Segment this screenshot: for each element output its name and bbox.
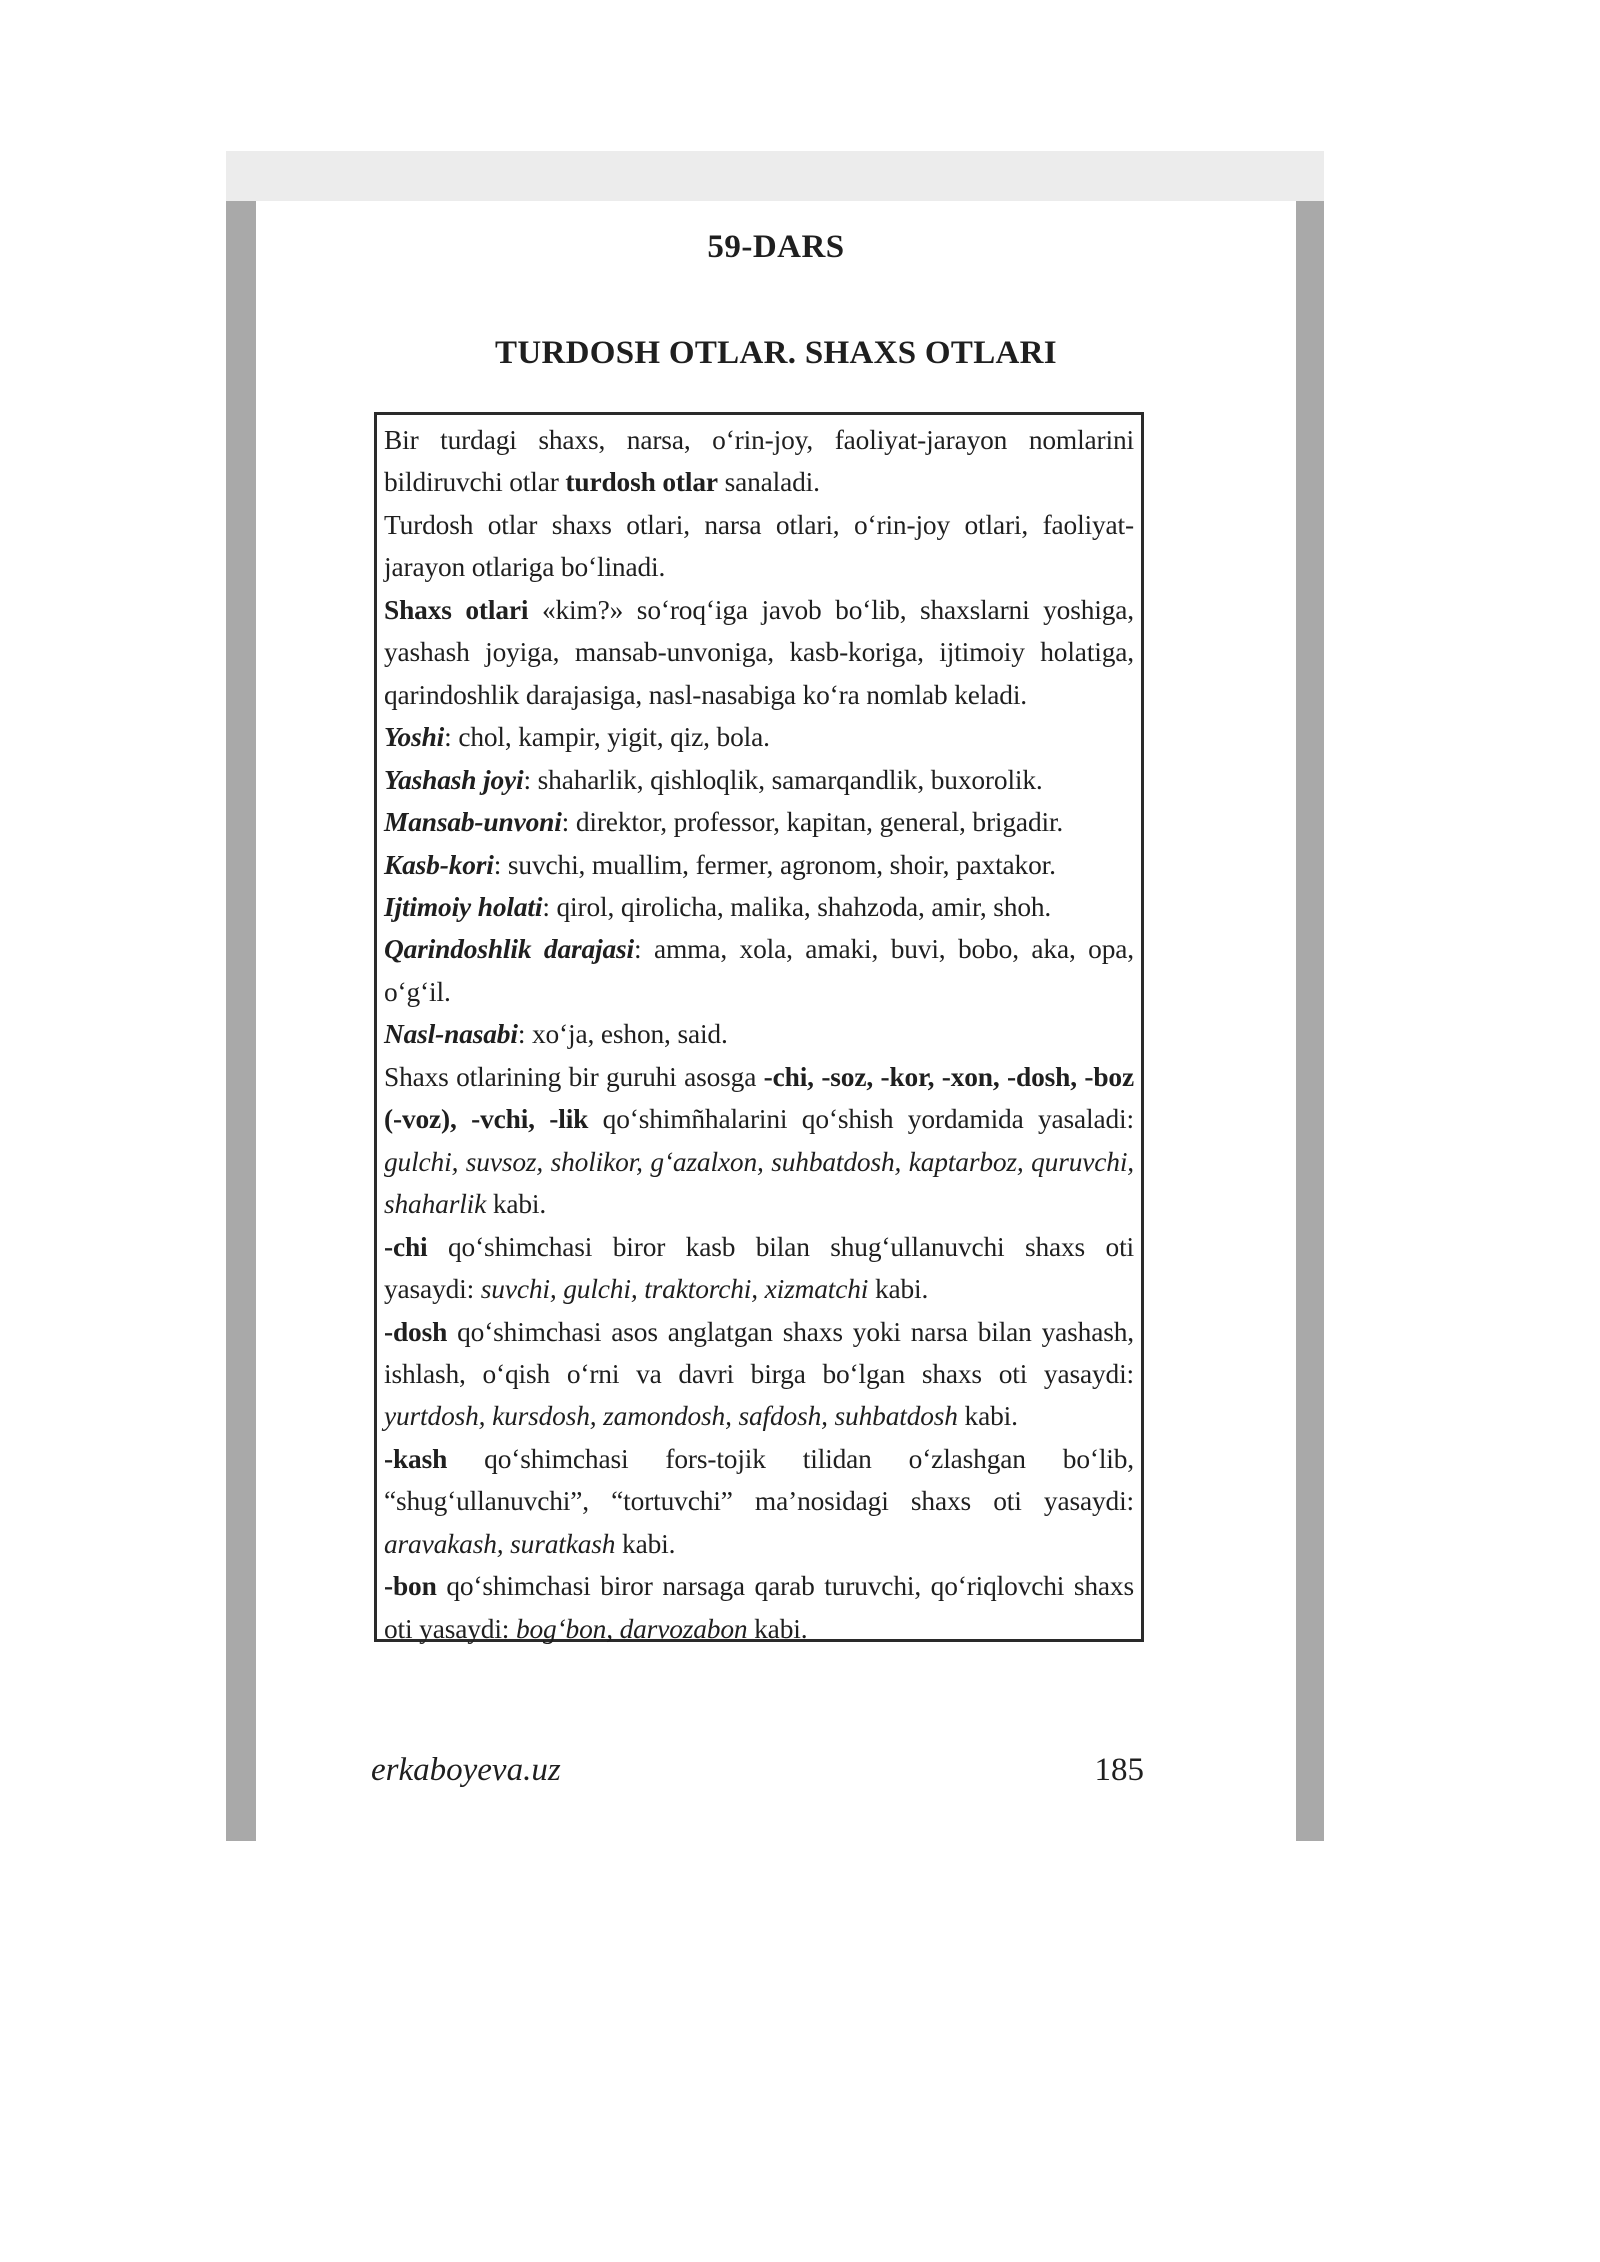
lesson-number: 59-DARS bbox=[707, 229, 845, 265]
text-span: qo‘shimchasi asos anglatgan shaxs yoki narsa bilan yashash, ishlash, o‘qish o‘rni va davri birga bo‘lgan shaxs oti yasaydi: bbox=[384, 1316, 1134, 1389]
text-span: qo‘shimchasi biror kasb bilan shug‘ullanuvchi shaxs oti yasaydi: bbox=[384, 1231, 1134, 1305]
category-line bbox=[384, 1013, 1134, 1055]
text-span: «kim?» so‘roq‘iga javob bo‘lib, shaxslarni yoshiga, yashash joyiga, mansab-unvoniga, kasb-koriga, ijtimoiy holatiga, qarindoshlik darajasiga, nasl-nasabiga ko‘ra nomlab keladi. bbox=[384, 594, 1134, 710]
category-line bbox=[384, 886, 1134, 928]
category-examples: : xo‘ja, eshon, said. bbox=[517, 1019, 728, 1050]
examples-italic: suvchi, gulchi, traktorchi, xizmatchi bbox=[480, 1274, 869, 1305]
rule-paragraph-dosh bbox=[384, 1311, 1134, 1438]
text-span: qo‘shimñhalarini qo‘shish yordamida yasaladi: bbox=[588, 1104, 1134, 1135]
category-label: Yashash joyi bbox=[384, 764, 524, 795]
page-title: TURDOSH OTLAR. SHAXS OTLARI bbox=[495, 335, 1057, 371]
category-line bbox=[384, 759, 1134, 801]
category-line bbox=[384, 844, 1134, 886]
suffix-dosh: -dosh bbox=[384, 1316, 448, 1347]
text-span: kabi. bbox=[747, 1613, 808, 1644]
text-span: kabi. bbox=[486, 1189, 547, 1220]
rule-paragraph-definition bbox=[384, 419, 1134, 504]
scan-left-border bbox=[226, 201, 256, 1841]
category-label: Nasl-nasabi bbox=[384, 1019, 518, 1050]
scan-top-margin bbox=[226, 151, 1324, 201]
text-span: Shaxs otlarining bir guruhi asosga bbox=[384, 1061, 764, 1092]
category-label: Yoshi bbox=[384, 722, 445, 753]
rule-paragraph-kash bbox=[384, 1438, 1134, 1565]
suffix-bon: -bon bbox=[384, 1571, 437, 1602]
book-page bbox=[256, 201, 1296, 1841]
category-examples: : amma, xola, amaki, buvi, bobo, aka, opa, o‘g‘il. bbox=[384, 934, 1134, 1007]
text-span: kabi. bbox=[957, 1401, 1018, 1432]
category-label: Kasb-kori bbox=[384, 849, 494, 880]
rule-paragraph-bon bbox=[384, 1565, 1134, 1650]
text-span: qo‘shimchasi fors-tojik tilidan o‘zlashgan bo‘lib, “shug‘ullanuvchi”, “tortuvchi” ma’nosidagi shaxs oti yasaydi: bbox=[384, 1443, 1134, 1517]
footer-website: erkaboyeva.uz bbox=[371, 1752, 561, 1788]
text-span: Bir turdagi shaxs, narsa, o‘rin-joy, faoliyat-jarayon nomlarini bildiruvchi otlar bbox=[384, 425, 1134, 498]
text-span: kabi. bbox=[868, 1274, 929, 1305]
suffix-chi: -chi bbox=[384, 1231, 428, 1262]
category-line bbox=[384, 716, 1134, 758]
category-line bbox=[384, 928, 1134, 1013]
text-span: qo‘shimchasi biror narsaga qarab turuvchi, qo‘riqlovchi shaxs oti yasaydi: bbox=[384, 1571, 1134, 1644]
term-shaxs-otlari: Shaxs otlari bbox=[384, 594, 529, 625]
suffix-kash: -kash bbox=[384, 1443, 448, 1474]
category-examples: : qirol, qirolicha, malika, shahzoda, amir, shoh. bbox=[542, 891, 1052, 922]
category-label: Ijtimoiy holati bbox=[384, 891, 543, 922]
category-label: Qarindoshlik darajasi bbox=[384, 934, 635, 965]
rule-paragraph-division: Turdosh otlar shaxs otlari, narsa otlari, o‘rin-joy otlari, faoliyat-jarayon otlariga bo‘linadi. bbox=[384, 509, 1134, 583]
rule-paragraph-suffixes bbox=[384, 1056, 1134, 1226]
examples-italic: bog‘bon, darvozabon bbox=[515, 1613, 748, 1644]
rule-paragraph-shaxs-otlari bbox=[384, 589, 1134, 716]
category-line bbox=[384, 801, 1134, 843]
text-span: kabi. bbox=[615, 1528, 676, 1559]
rule-paragraph-chi bbox=[384, 1226, 1134, 1311]
category-label: Mansab-unvoni bbox=[384, 807, 562, 838]
examples-italic: aravakash, suratkash bbox=[384, 1528, 616, 1559]
category-examples: : chol, kampir, yigit, qiz, bola. bbox=[444, 722, 770, 753]
examples-italic: gulchi, suvsoz, sholikor, g‘azalxon, suhbatdosh, kaptarboz, quruvchi, shaharlik bbox=[384, 1146, 1134, 1220]
category-examples: : suvchi, muallim, fermer, agronom, shoir, paxtakor. bbox=[493, 849, 1056, 880]
examples-italic: yurtdosh, kursdosh, zamondosh, safdosh, suhbatdosh bbox=[384, 1401, 958, 1432]
suffix-list: -chi, -soz, -kor, -xon, -dosh, -boz (-voz), -vchi, -lik bbox=[384, 1061, 1134, 1135]
category-examples: : direktor, professor, kapitan, general, brigadir. bbox=[561, 807, 1064, 838]
rule-box bbox=[374, 412, 1144, 1642]
term-turdosh-otlar: turdosh otlar bbox=[565, 467, 718, 498]
category-examples: : shaharlik, qishloqlik, samarqandlik, buxorolik. bbox=[523, 764, 1043, 795]
scan-right-border bbox=[1296, 201, 1324, 1841]
text-span: sanaladi. bbox=[717, 467, 820, 498]
page-number: 185 bbox=[1094, 1752, 1144, 1788]
